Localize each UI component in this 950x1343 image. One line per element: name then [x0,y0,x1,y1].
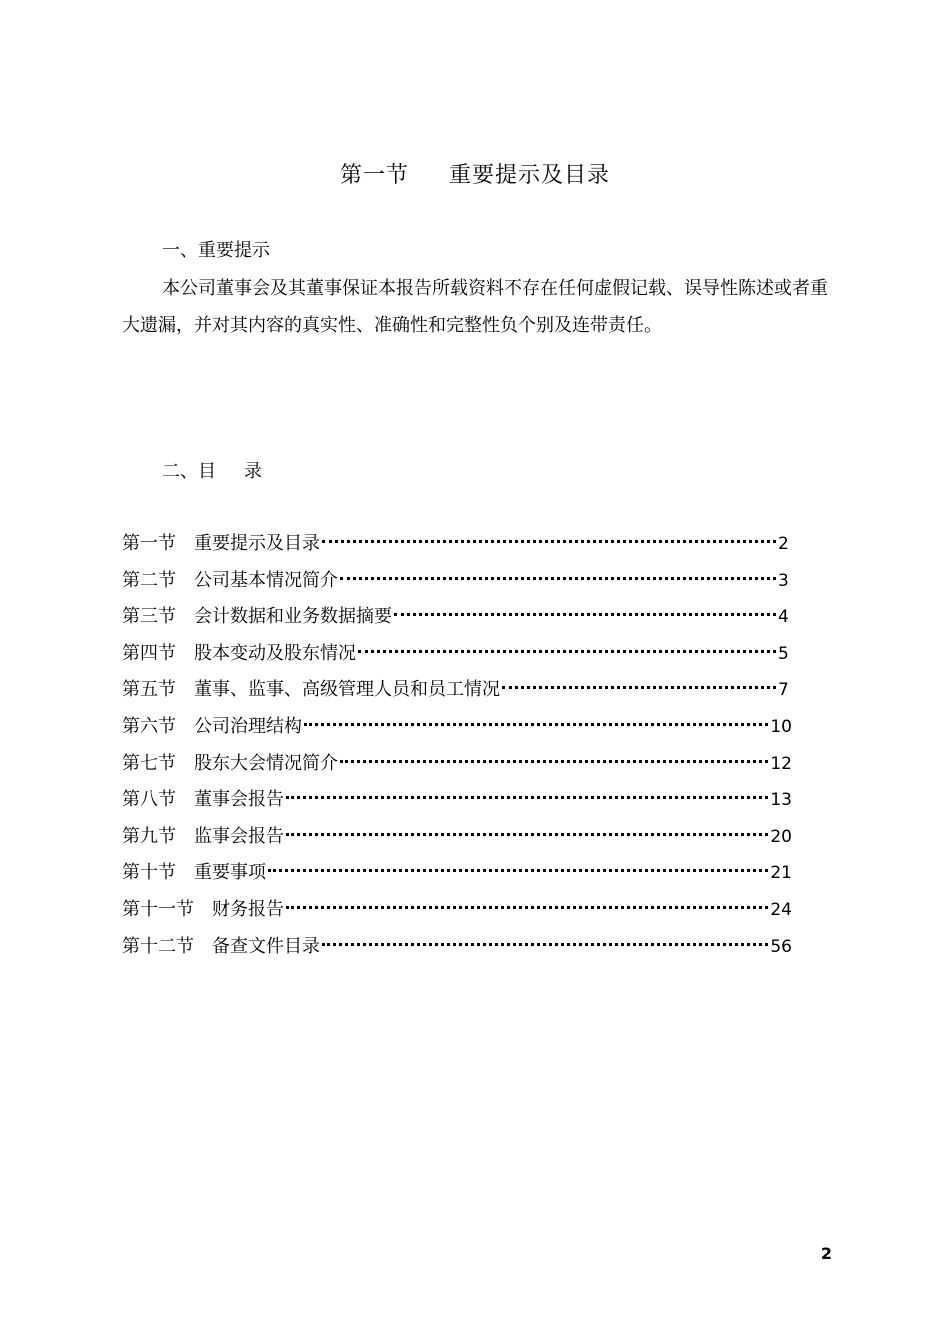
toc-item-name: 监事会报告 [194,825,284,847]
toc-item-page: 4 [778,607,789,628]
toc-item-name: 董事、监事、高级管理人员和员工情况 [194,679,500,701]
toc-leader-dots [322,943,768,946]
toc-leader-dots [340,577,776,580]
toc-item-page: 20 [770,826,792,847]
toc-item-page: 3 [778,570,789,591]
toc-item-section: 第十二节 [122,935,194,957]
toc-leader-dots [322,540,776,543]
toc-heading [162,457,262,483]
toc-item-section: 第八节 [122,789,176,811]
toc-item-name: 公司基本情况简介 [194,569,338,591]
toc-item-section: 第七节 [122,752,176,774]
title-section: 第一节 [339,163,409,188]
toc-item-page: 24 [770,899,792,920]
toc-leader-dots [340,760,768,763]
toc-leader-dots [286,796,768,799]
toc-item-name: 股东大会情况简介 [194,752,338,774]
toc-item[interactable] [122,895,792,932]
toc-item[interactable] [122,785,792,822]
toc-item-page: 10 [770,716,792,737]
toc-item-name: 重要事项 [194,862,266,884]
table-of-contents [122,529,792,968]
important-paragraph: 本公司董事会及其董事保证本报告所载资料不存在任何虚假记载、误导性陈述或者重大遗漏，并对其内容的真实性、准确性和完整性负个别及连带责任。 [122,278,828,336]
toc-item-name: 会计数据和业务数据摘要 [194,606,392,628]
toc-item[interactable] [122,639,792,676]
toc-item-section: 第一节 [122,533,176,554]
toc-item-page: 7 [778,680,789,701]
toc-item-page: 12 [770,753,792,774]
toc-leader-dots [286,906,768,909]
toc-item[interactable] [122,602,792,639]
toc-item[interactable] [122,566,792,603]
toc-item[interactable] [122,712,792,749]
toc-leader-dots [502,686,776,689]
toc-item-section: 第九节 [122,825,176,847]
toc-item-section: 第六节 [122,715,176,737]
title-text: 重要提示及目录 [449,163,611,188]
toc-item-section: 第四节 [122,642,176,664]
toc-item-section: 第十一节 [122,898,194,920]
toc-leader-dots [286,833,768,836]
toc-item[interactable] [122,932,792,969]
toc-item-page: 56 [770,936,792,957]
toc-item-page: 21 [770,863,792,884]
toc-item-name: 备查文件目录 [212,935,320,957]
toc-item-page: 13 [770,790,792,811]
toc-item-section: 第十节 [122,862,176,884]
toc-heading-prefix: 二、目 [162,461,216,482]
toc-heading-suffix: 录 [244,461,262,482]
important-heading: 一、重要提示 [162,240,270,261]
toc-item[interactable] [122,822,792,859]
toc-item[interactable] [122,749,792,786]
toc-item-section: 第二节 [122,569,176,591]
toc-item-page: 5 [778,643,789,664]
toc-item-name: 股本变动及股东情况 [194,642,356,664]
toc-item-name: 公司治理结构 [194,715,302,737]
toc-leader-dots [394,613,776,616]
toc-item[interactable] [122,858,792,895]
toc-item-page: 2 [778,534,789,554]
toc-item-name: 财务报告 [212,898,284,920]
toc-item-section: 第三节 [122,606,176,628]
toc-item-name: 董事会报告 [194,789,284,811]
page-title [0,158,950,189]
page-number: 2 [820,1244,832,1263]
toc-leader-dots [358,650,776,653]
toc-item-name: 重要提示及目录 [194,533,320,554]
toc-item-section: 第五节 [122,679,176,701]
toc-leader-dots [304,723,768,726]
toc-item[interactable] [122,529,792,566]
toc-leader-dots [268,869,768,872]
toc-item[interactable] [122,675,792,712]
